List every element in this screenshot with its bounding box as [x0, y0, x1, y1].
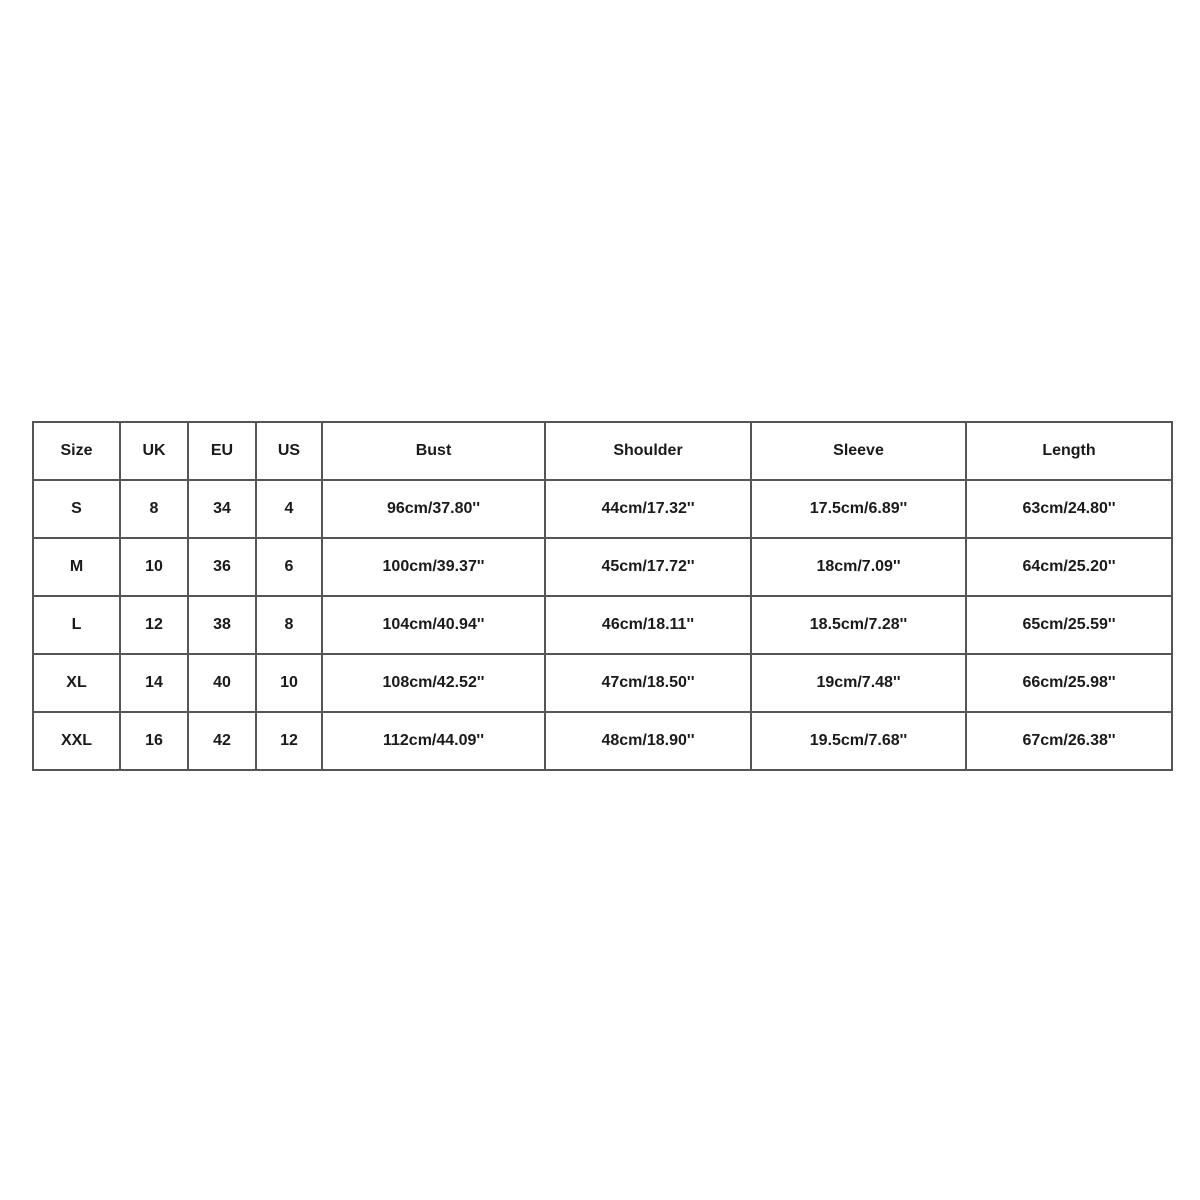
cell-us: 8 — [256, 596, 322, 654]
header-row — [33, 422, 1172, 480]
cell-uk: 10 — [120, 538, 188, 596]
cell-length: 63cm/24.80'' — [966, 480, 1172, 538]
cell-us: 10 — [256, 654, 322, 712]
cell-bust: 100cm/39.37'' — [322, 538, 545, 596]
cell-eu: 40 — [188, 654, 256, 712]
cell-us: 12 — [256, 712, 322, 770]
table-row — [33, 480, 1172, 538]
cell-shoulder: 47cm/18.50'' — [545, 654, 751, 712]
cell-sleeve: 19cm/7.48'' — [751, 654, 966, 712]
table-row — [33, 596, 1172, 654]
cell-size: L — [33, 596, 120, 654]
table-row — [33, 654, 1172, 712]
cell-shoulder: 48cm/18.90'' — [545, 712, 751, 770]
header-shoulder: Shoulder — [545, 422, 751, 480]
cell-size: M — [33, 538, 120, 596]
cell-bust: 96cm/37.80'' — [322, 480, 545, 538]
cell-shoulder: 45cm/17.72'' — [545, 538, 751, 596]
cell-eu: 42 — [188, 712, 256, 770]
cell-shoulder: 44cm/17.32'' — [545, 480, 751, 538]
cell-bust: 104cm/40.94'' — [322, 596, 545, 654]
cell-length: 67cm/26.38'' — [966, 712, 1172, 770]
cell-length: 64cm/25.20'' — [966, 538, 1172, 596]
cell-shoulder: 46cm/18.11'' — [545, 596, 751, 654]
cell-us: 6 — [256, 538, 322, 596]
cell-uk: 12 — [120, 596, 188, 654]
cell-eu: 38 — [188, 596, 256, 654]
header-size: Size — [33, 422, 120, 480]
cell-size: XXL — [33, 712, 120, 770]
cell-length: 66cm/25.98'' — [966, 654, 1172, 712]
header-sleeve: Sleeve — [751, 422, 966, 480]
cell-bust: 112cm/44.09'' — [322, 712, 545, 770]
table-row — [33, 538, 1172, 596]
cell-sleeve: 19.5cm/7.68'' — [751, 712, 966, 770]
header-us: US — [256, 422, 322, 480]
cell-uk: 16 — [120, 712, 188, 770]
cell-uk: 14 — [120, 654, 188, 712]
cell-size: XL — [33, 654, 120, 712]
cell-sleeve: 18cm/7.09'' — [751, 538, 966, 596]
header-bust: Bust — [322, 422, 545, 480]
cell-length: 65cm/25.59'' — [966, 596, 1172, 654]
cell-uk: 8 — [120, 480, 188, 538]
cell-size: S — [33, 480, 120, 538]
cell-us: 4 — [256, 480, 322, 538]
cell-sleeve: 18.5cm/7.28'' — [751, 596, 966, 654]
header-eu: EU — [188, 422, 256, 480]
size-chart-table — [32, 421, 1173, 771]
cell-eu: 34 — [188, 480, 256, 538]
cell-sleeve: 17.5cm/6.89'' — [751, 480, 966, 538]
cell-bust: 108cm/42.52'' — [322, 654, 545, 712]
table-row — [33, 712, 1172, 770]
cell-eu: 36 — [188, 538, 256, 596]
header-length: Length — [966, 422, 1172, 480]
header-uk: UK — [120, 422, 188, 480]
